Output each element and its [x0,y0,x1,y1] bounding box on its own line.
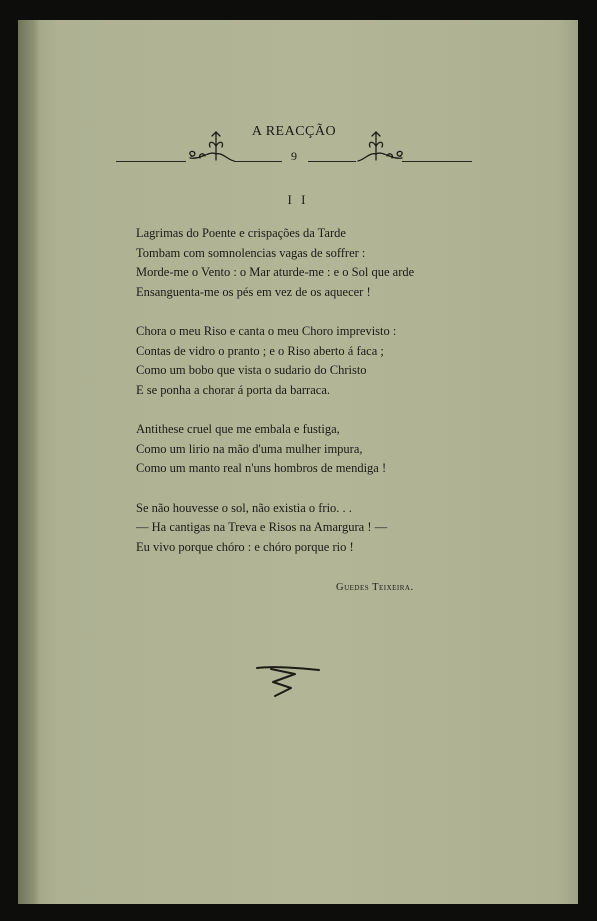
poem-line: Chora o meu Riso e canta o meu Choro imprevisto : [136,324,397,338]
poem-line: E se ponha a chorar á porta da barraca. [136,382,330,397]
author-signature: Guedes Teixeira. [336,582,414,593]
stanza [136,499,466,558]
poem-line: Se não houvesse o sol, não existia o frio. . . [136,500,352,515]
section-number: I I [287,192,309,207]
poem-line: Tombam com somnolencias vagas de soffrer : [136,245,366,260]
header-rule-left-outer [116,161,186,162]
poem-line: — Ha cantigas na Treva e Risos na Amargura ! — [136,520,388,534]
poem-line: Morde-me o Vento : o Mar aturde-me : e o Sol que arde [136,265,415,279]
poem-line: Antithese cruel que me embala e fustiga, [136,422,340,436]
header-rule-right-inner [308,161,356,162]
fleuron-icon [356,130,406,164]
header-rule-right-outer [402,161,472,162]
journal-title: A REACÇÃO [251,124,337,139]
poem-line: Contas de vidro o pranto ; e o Riso aberto á faca ; [136,343,384,358]
poem-line: Como um bobo que vista o sudario do Christo [136,363,367,377]
stanza [136,420,466,479]
zigzag-flourish-icon [253,660,323,700]
header-rule-left-inner [234,161,282,162]
poem-line: Como um lirio na mão d'uma mulher impura, [136,441,363,456]
stanza [136,322,466,400]
poem [136,224,466,577]
poem-line: Ensanguenta-me os pés em vez de os aquecer ! [136,284,371,299]
poem-line: Eu vivo porque chóro : e chóro porque rio ! [136,539,354,554]
stanza [136,224,466,302]
poem-line: Como um manto real n'uns hombros de mendiga ! [136,461,387,475]
poem-line: Lagrimas do Poente e crispações da Tarde [136,226,346,240]
page-number: 9 [291,149,297,163]
page-gutter [18,20,40,904]
running-header [116,124,472,164]
fleuron-icon [186,130,236,164]
book-page [18,20,578,904]
